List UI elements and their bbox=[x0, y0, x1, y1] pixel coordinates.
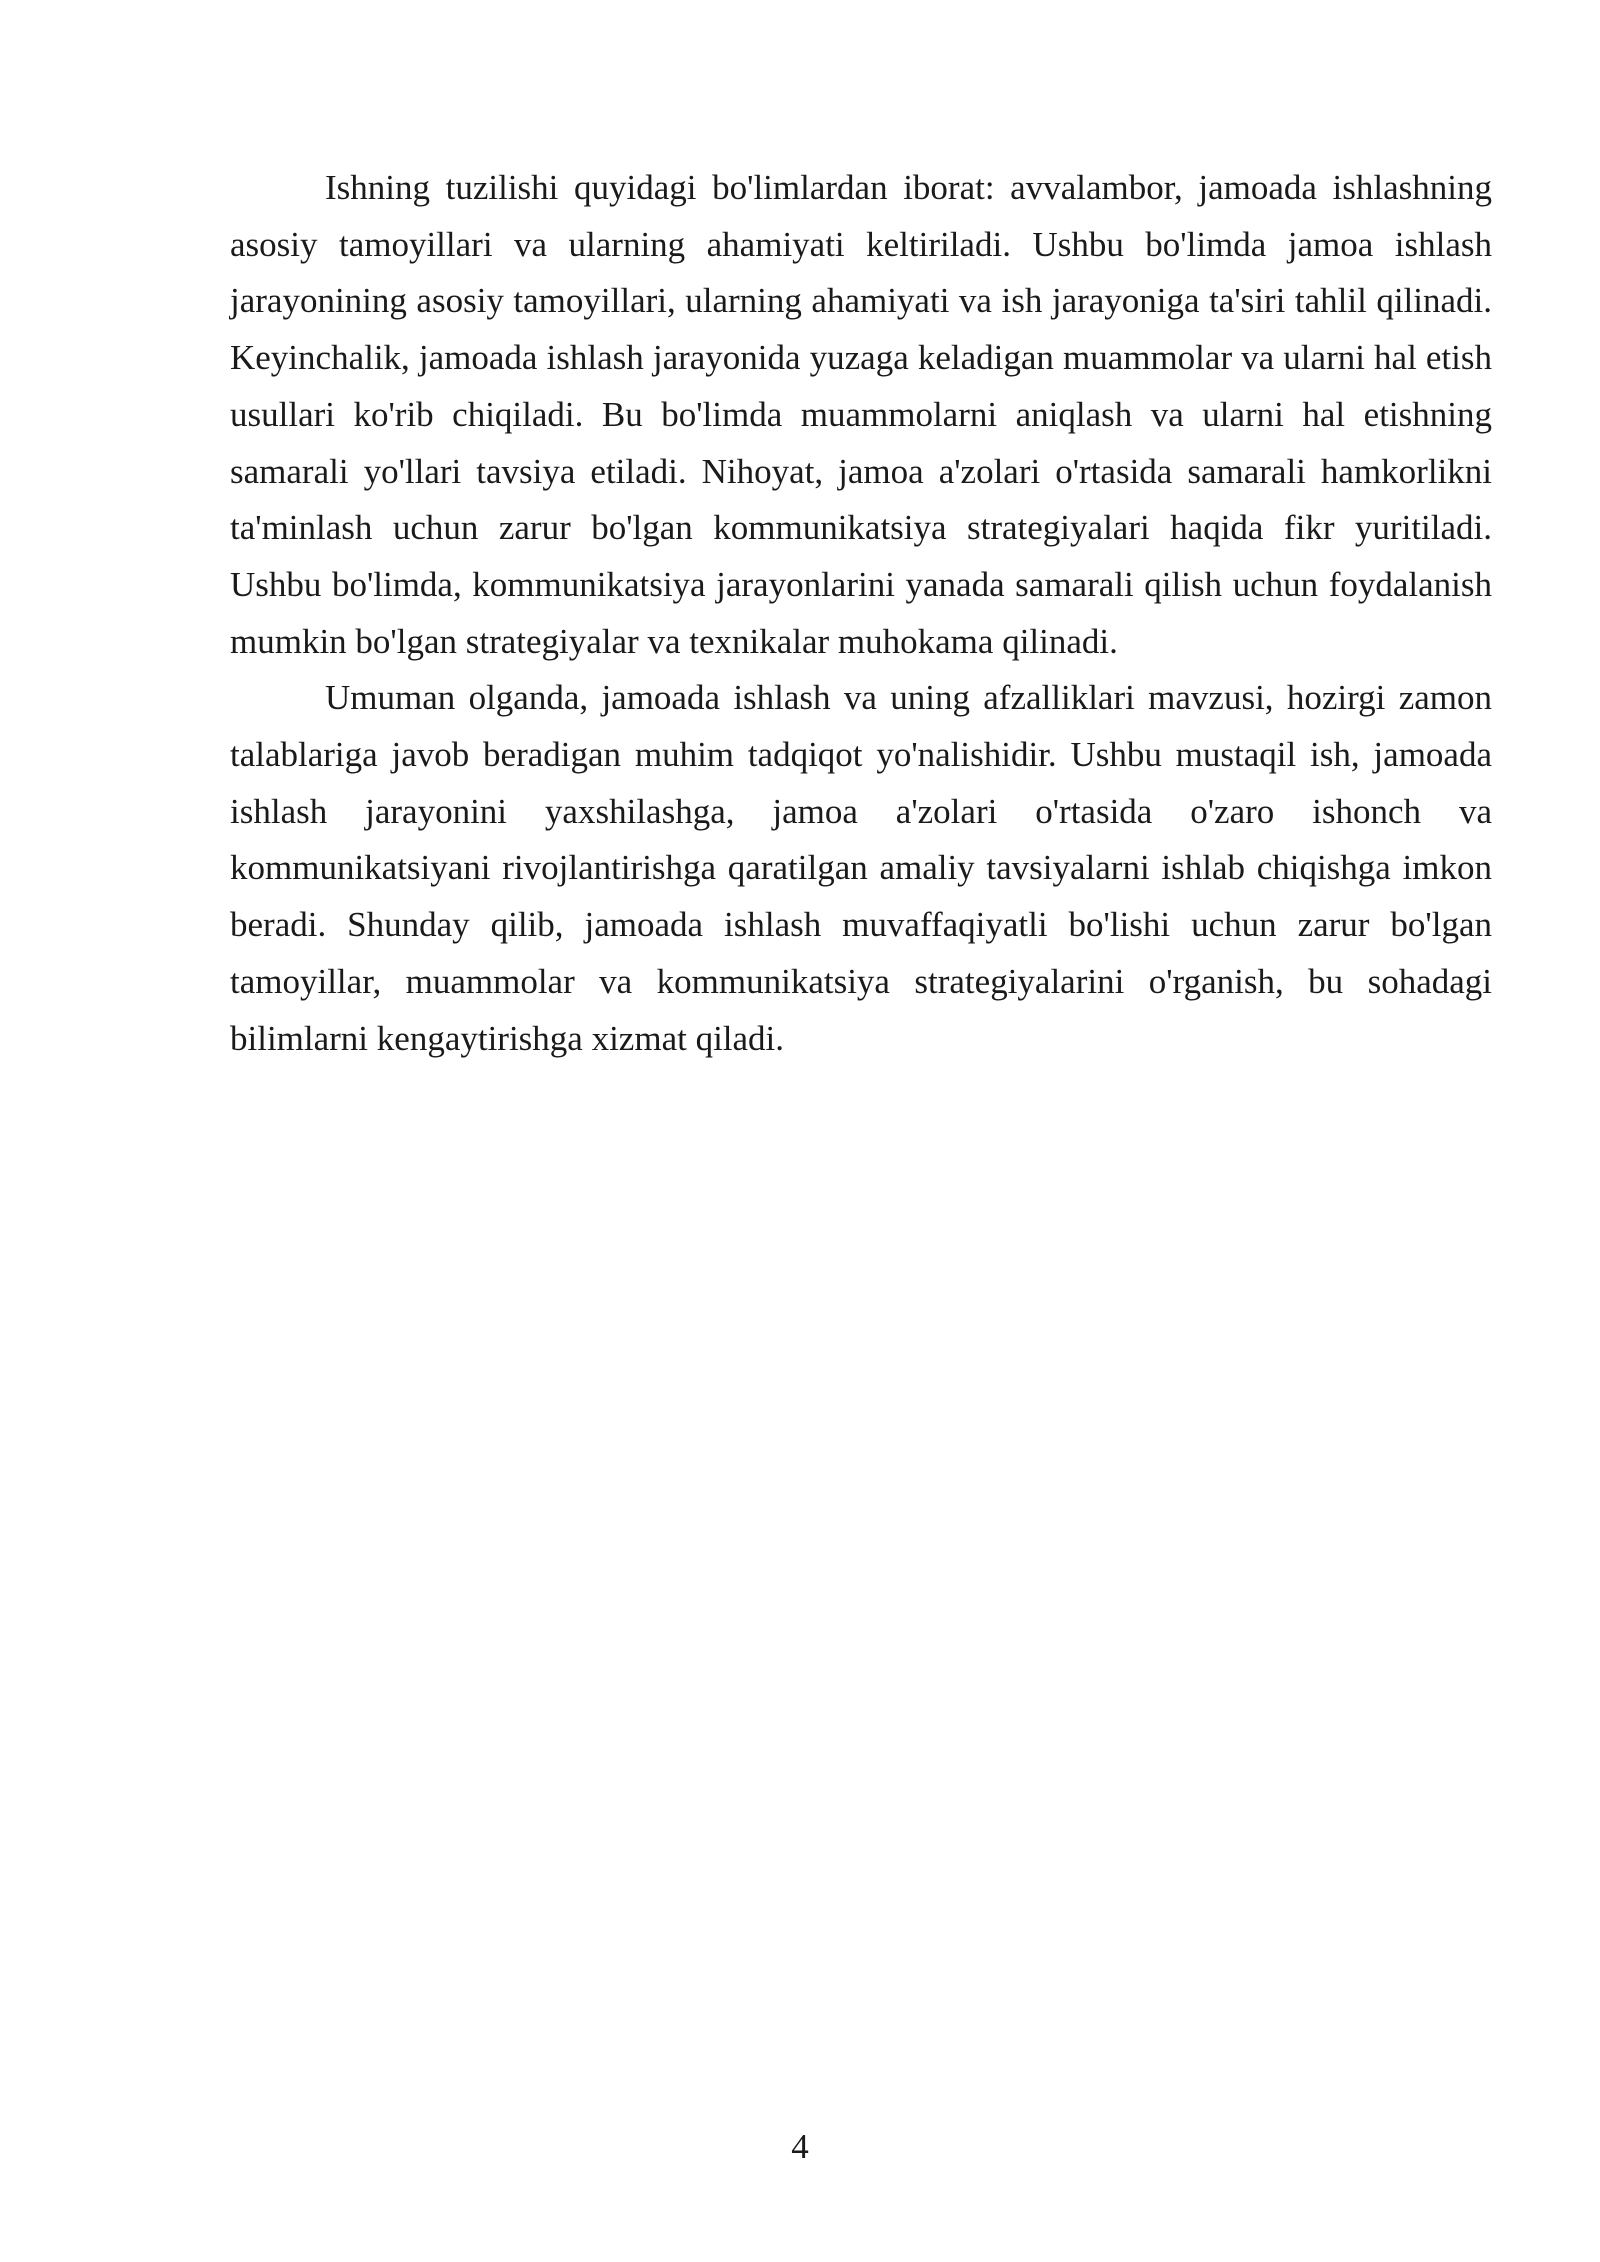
body-text bbox=[230, 160, 1492, 1067]
paragraph-1: Ishning tuzilishi quyidagi bo'limlardan iborat: avvalambor, jamoada ishlashning asosiy tamoyillari va ularning ahamiyati keltiriladi. Ushbu bo'limda jamoa ishlash jarayonining asosiy tamoyillari, ularning ahamiyati va ish jarayoniga ta'siri tahlil qilinadi. Keyinchalik, jamoada ishlash jarayonida yuzaga keladigan muammolar va ularni hal etish usullari ko'rib chiqiladi. Bu bo'limda muammolarni aniqlash va ularni hal etishning samarali yo'llari tavsiya etiladi. Nihoyat, jamoa a'zolari o'rtasida samarali hamkorlikni ta'minlash uchun zarur bo'lgan kommunikatsiya strategiyalari haqida fikr yuritiladi. Ushbu bo'limda, kommunikatsiya jarayonlarini yanada samarali qilish uchun foydalanish mumkin bo'lgan strategiyalar va texnikalar muhokama qilinadi. bbox=[230, 168, 1492, 661]
paragraph-2: Umuman olganda, jamoada ishlash va uning afzalliklari mavzusi, hozirgi zamon talablariga javob beradigan muhim tadqiqot yo'nalishidir. Ushbu mustaqil ish, jamoada ishlash jarayonini yaxshilashga, jamoa a'zolari o'rtasida o'zaro ishonch va kommunikatsiyani rivojlantirishga qaratilgan amaliy tavsiyalarni ishlab chiqishga imkon beradi. Shunday qilib, jamoada ishlash muvaffaqiyatli bo'lishi uchun zarur bo'lgan tamoyillar, muammolar va kommunikatsiya strategiyalarini o'rganish, bu sohadagi bilimlarni kengaytirishga xizmat qiladi. bbox=[230, 678, 1492, 1058]
page-number: 4 bbox=[791, 2127, 809, 2166]
